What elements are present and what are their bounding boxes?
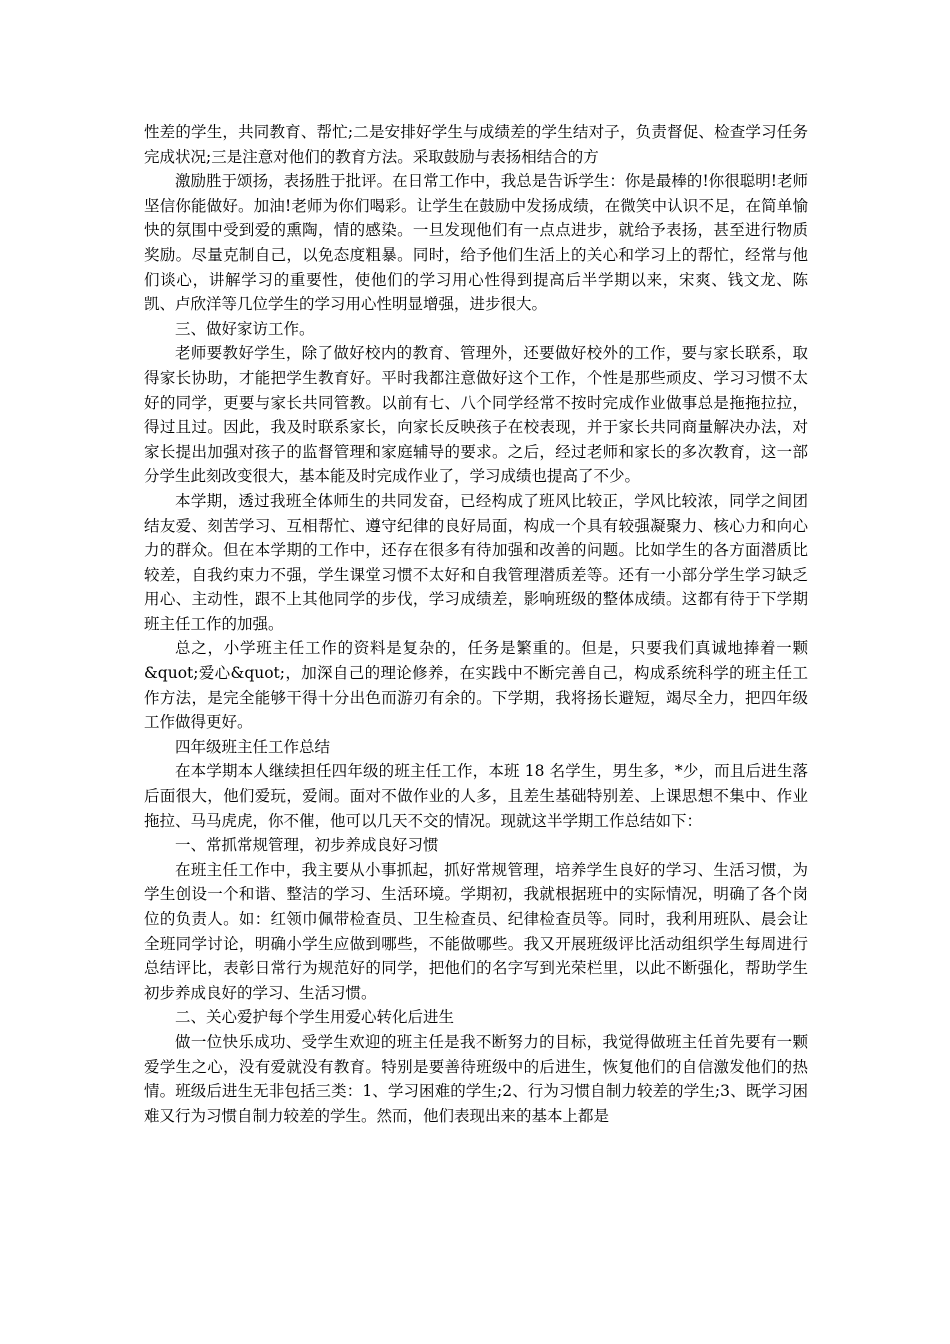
paragraph: 老师要教好学生，除了做好校内的教育、管理外，还要做好校外的工作，要与家长联系，取得家长协助，才能把学生教育好。平时我都注意做好这个工作，个性是那些顽皮、学习习惯不太好的同学，更要与家长共同管教。以前有七、八个同学经常不按时完成作业做事总是拖拖拉拉，得过且过。因此，我及时联系家长，向家长反映孩子在校表现，并于家长共同商量解决办法，对家长提出加强对孩子的监督管理和家庭辅导的要求。之后，经过老师和家长的多次教育，这一部分学生此刻改变很大，基本能及时完成作业了，学习成绩也提高了不少。 [144,344,808,486]
section-heading: 三、做好家访工作。 [175,319,315,338]
paragraph: 总之，小学班主任工作的资料是复杂的，任务是繁重的。但是，只要我们真诚地捧着一颗&quot;爱心&quot;，加深自己的理论修养，在实践中不断完善自己，构成系统科学的班主任工作方法，是完全能够干得十分出色而游刃有余的。下学期，我将扬长避短，竭尽全力，把四年级工作做得更好。 [144,639,808,732]
section-heading: 一、常抓常规管理，初步养成良好习惯 [175,836,439,855]
paragraph: 做一位快乐成功、受学生欢迎的班主任是我不断努力的目标，我觉得做班主任首先要有一颗爱学生之心，没有爱就没有教育。特别是要善待班级中的后进生，恢复他们的自信激发他们的热情。班级后进生无非包括三类：1、学习困难的学生;2、行为习惯自制力较差的学生;3、既学习困难又行为习惯自制力较差的学生。然而，他们表现出来的基本上都是 [144,1032,808,1125]
paragraph: 激励胜于颂扬，表扬胜于批评。在日常工作中，我总是告诉学生：你是最棒的!你很聪明!老师坚信你能做好。加油!老师为你们喝彩。让学生在鼓励中发扬成绩，在微笑中认识不足，在简单愉快的氛围中受到爱的熏陶，情的感染。一旦发现他们有一点点进步，就给予表扬，甚至进行物质奖励。尽量克制自己，以免态度粗暴。同时，给予他们生活上的关心和学习上的帮忙，经常与他们谈心，讲解学习的重要性，使他们的学习用心性得到提高后半学期以来，宋爽、钱文龙、陈凯、卢欣洋等几位学生的学习用心性明显增强，进步很大。 [144,172,808,314]
paragraph: 性差的学生，共同教育、帮忙;二是安排好学生与成绩差的学生结对子，负责督促、检查学习任务完成状况;三是注意对他们的教育方法。采取鼓励与表扬相结合的方 [144,123,808,166]
paragraph: 在本学期本人继续担任四年级的班主任工作，本班 18 名学生，男生多，*少，而且后进生落后面很大，他们爱玩，爱闹。面对不做作业的人多，且差生基础特别差、上课思想不集中、作业拖拉、马马虎虎，你不催，他可以几天不交的情况。现就这半学期工作总结如下： [144,762,808,830]
section-heading: 二、关心爱护每个学生用爱心转化后进生 [175,1008,455,1027]
document-title: 四年级班主任工作总结 [175,737,331,756]
document-page [144,120,808,1128]
paragraph: 在班主任工作中，我主要从小事抓起，抓好常规管理，培养学生良好的学习、生活习惯，为学生创设一个和谐、整洁的学习、生活环境。学期初，我就根据班中的实际情况，明确了各个岗位的负责人。如：红领巾佩带检查员、卫生检查员、纪律检查员等。同时，我利用班队、晨会让全班同学讨论，明确小学生应做到哪些，不能做哪些。我又开展班级评比活动组织学生每周进行总结评比，表彰日常行为规范好的同学，把他们的名字写到光荣栏里，以此不断强化，帮助学生初步养成良好的学习、生活习惯。 [144,860,808,1002]
paragraph: 本学期，透过我班全体师生的共同发奋，已经构成了班风比较正，学风比较浓，同学之间团结友爱、刻苦学习、互相帮忙、遵守纪律的良好局面，构成一个具有较强凝聚力、核心力和向心力的群众。但在本学期的工作中，还存在很多有待加强和改善的问题。比如学生的各方面潜质比较差，自我约束力不强，学生课堂习惯不太好和自我管理潜质差等。还有一小部分学生学习缺乏用心、主动性，跟不上其他同学的步伐，学习成绩差，影响班级的整体成绩。这都有待于下学期班主任工作的加强。 [144,491,808,633]
